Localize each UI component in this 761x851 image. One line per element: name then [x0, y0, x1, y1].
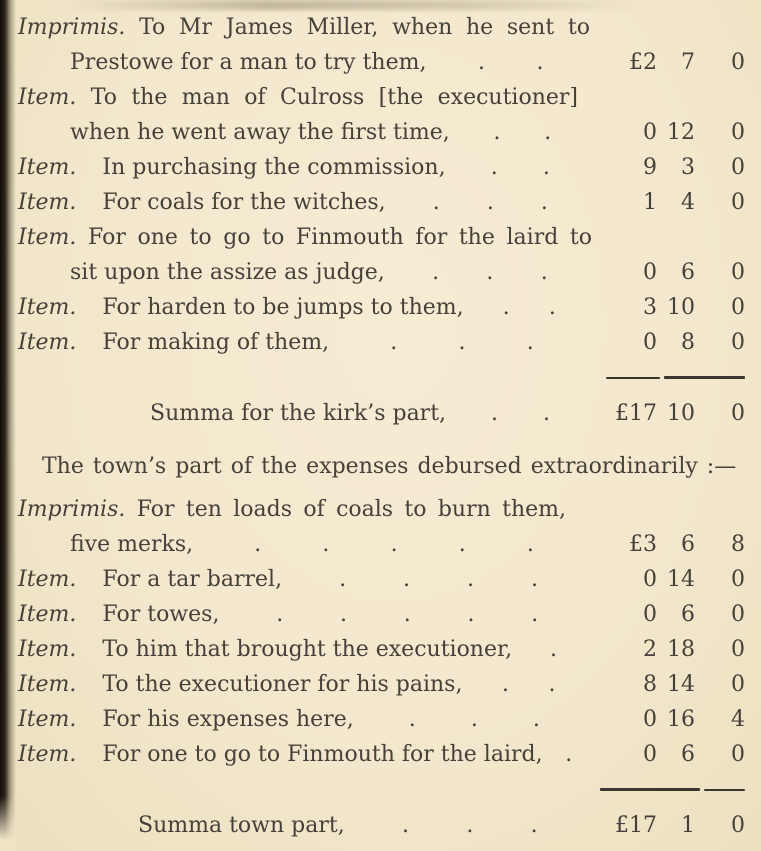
amount-pounds: £2: [629, 50, 657, 75]
entry-text: To him that brought the executioner,: [102, 637, 513, 662]
amount: [595, 737, 745, 772]
amount-shillings: 10: [667, 295, 695, 320]
entry-text: For towes,: [102, 602, 220, 627]
entry-label: Item.: [18, 330, 77, 355]
amount-pounds: £17: [615, 401, 657, 426]
rule-segment: [704, 789, 745, 791]
amount: [595, 115, 745, 150]
entry-text: For making of them,: [102, 330, 330, 355]
expense-ledger: [18, 10, 745, 843]
ledger-line: [18, 185, 745, 220]
amount-pence: 0: [731, 672, 745, 697]
ledger-line: [18, 325, 745, 360]
entry-text: For ten loads of coals to burn them,: [136, 497, 566, 522]
entry-text: five merks,: [70, 532, 194, 557]
entry-text: For coals for the witches,: [102, 190, 386, 215]
ledger-line: [18, 10, 590, 45]
amount-pounds: £17: [615, 813, 657, 838]
ledger-line: [18, 115, 745, 150]
amount-pence: 0: [731, 637, 745, 662]
ledger-line: [18, 527, 745, 562]
entry-text: For harden to be jumps to them,: [102, 295, 464, 320]
amount-pence: 4: [731, 707, 745, 732]
entry-label: Item.: [18, 155, 77, 180]
amount: [595, 255, 745, 290]
leader-dots: [219, 597, 595, 632]
amount: [595, 185, 745, 220]
amount-pence: 0: [731, 260, 745, 285]
leader-dots: [462, 667, 595, 702]
entry-text: For a tar barrel,: [102, 567, 283, 592]
amount: [595, 597, 745, 632]
amount-pence: 0: [731, 50, 745, 75]
ledger-line: [18, 80, 578, 115]
entry-text: sit upon the assize as judge,: [70, 260, 385, 285]
amount-pounds: 9: [643, 155, 657, 180]
amount-shillings: 6: [681, 532, 695, 557]
amount: [595, 562, 745, 597]
amount-pence: 0: [731, 567, 745, 592]
ledger-line: [18, 290, 745, 325]
amount-pence: 0: [731, 401, 745, 426]
amount-pounds: 2: [643, 637, 657, 662]
amount-pence: 0: [731, 120, 745, 145]
amount-pounds: 0: [643, 707, 657, 732]
ledger-line: [18, 45, 745, 80]
amount-pence: 0: [731, 742, 745, 767]
amount-shillings: 6: [681, 602, 695, 627]
total-line: [18, 396, 745, 431]
entry-text: For one to go to Finmouth for the laird,: [102, 742, 543, 767]
ledger-line: [18, 632, 745, 667]
leader-dots: [282, 562, 595, 597]
ledger-line: [18, 150, 745, 185]
entry-label: Item.: [18, 707, 77, 732]
total-line: [18, 808, 745, 843]
entry-label: Item.: [18, 225, 77, 250]
entry-text: To the executioner for his pains,: [102, 672, 463, 697]
total-rule: [18, 772, 745, 808]
amount-pence: 0: [731, 190, 745, 215]
amount: [595, 45, 745, 80]
rule-segment: [600, 788, 700, 791]
leader-dots: [450, 115, 595, 150]
leader-dots: [354, 702, 595, 737]
entry-label: Item.: [18, 602, 77, 627]
entry-text: In purchasing the commission,: [102, 155, 446, 180]
entry-text: Prestowe for a man to try them,: [70, 50, 427, 75]
entry-label: Imprimis.: [18, 497, 126, 522]
total-rule: [18, 360, 745, 396]
leader-dots: [446, 396, 595, 431]
amount-pounds: 3: [643, 295, 657, 320]
amount-shillings: 16: [667, 707, 695, 732]
amount-pounds: 0: [643, 602, 657, 627]
entry-label: Item.: [18, 85, 77, 110]
entry-label: Item.: [18, 567, 77, 592]
amount-pounds: £3: [629, 532, 657, 557]
ledger-line: [18, 220, 592, 255]
amount-pence: 0: [731, 155, 745, 180]
entry-label: Item.: [18, 742, 77, 767]
amount: [595, 667, 745, 702]
amount: [595, 632, 745, 667]
amount-shillings: 4: [681, 190, 695, 215]
amount-shillings: 6: [681, 742, 695, 767]
amount: [595, 150, 745, 185]
total-label: Summa for the kirk’s part,: [150, 401, 447, 426]
amount-shillings: 1: [681, 813, 695, 838]
amount-shillings: 6: [681, 260, 695, 285]
amount-pounds: 8: [643, 672, 657, 697]
entry-text: To the man of Culross [the executioner]: [90, 85, 578, 110]
leader-dots: [543, 737, 595, 772]
entry-label: Item.: [18, 190, 77, 215]
entry-label: Item.: [18, 295, 77, 320]
entry-text: when he went away the first time,: [70, 120, 450, 145]
amount-pounds: 0: [643, 567, 657, 592]
entry-label: Imprimis.: [18, 15, 126, 40]
amount-pence: 8: [731, 532, 745, 557]
amount-shillings: 8: [681, 330, 695, 355]
leader-dots: [446, 150, 595, 185]
amount-pence: 0: [731, 602, 745, 627]
total-amount: [595, 396, 745, 431]
leader-dots: [329, 325, 595, 360]
section-heading: The town’s part of the expenses debursed extraordinarily :—: [42, 454, 737, 479]
amount-pence: 0: [731, 813, 745, 838]
amount-shillings: 3: [681, 155, 695, 180]
entry-text: For his expenses here,: [102, 707, 354, 732]
amount-shillings: 18: [667, 637, 695, 662]
amount-shillings: 10: [667, 401, 695, 426]
amount-pounds: 0: [643, 330, 657, 355]
amount-pounds: 0: [643, 742, 657, 767]
amount-pence: 0: [731, 295, 745, 320]
amount: [595, 325, 745, 360]
leader-dots: [426, 45, 595, 80]
ledger-line: [18, 702, 745, 737]
total-amount: [595, 808, 745, 843]
ledger-line: [18, 597, 745, 632]
entry-text: To Mr James Miller, when he sent to: [139, 15, 590, 40]
rule-segment: [664, 376, 745, 379]
amount: [595, 702, 745, 737]
amount-pounds: 0: [643, 120, 657, 145]
total-label: Summa town part,: [138, 813, 345, 838]
entry-text: For one to go to Finmouth for the laird to: [88, 225, 592, 250]
page-gutter-shadow: [0, 0, 16, 851]
amount: [595, 527, 745, 562]
rule-segment: [606, 377, 660, 379]
ledger-line: [18, 492, 566, 527]
leader-dots: [386, 185, 595, 220]
leader-dots: [385, 255, 595, 290]
amount-shillings: 7: [681, 50, 695, 75]
ledger-line: [18, 737, 745, 772]
leader-dots: [193, 527, 595, 562]
amount-pounds: 0: [643, 260, 657, 285]
ledger-line: [18, 255, 745, 290]
leader-dots: [512, 632, 595, 667]
entry-label: Item.: [18, 672, 77, 697]
amount-shillings: 14: [667, 567, 695, 592]
leader-dots: [345, 808, 595, 843]
amount-pence: 0: [731, 330, 745, 355]
ledger-line: [18, 667, 745, 702]
ledger-line: [18, 562, 745, 597]
amount-shillings: 14: [667, 672, 695, 697]
leader-dots: [464, 290, 595, 325]
amount-pounds: 1: [643, 190, 657, 215]
entry-label: Item.: [18, 637, 77, 662]
amount-shillings: 12: [667, 120, 695, 145]
amount: [595, 290, 745, 325]
